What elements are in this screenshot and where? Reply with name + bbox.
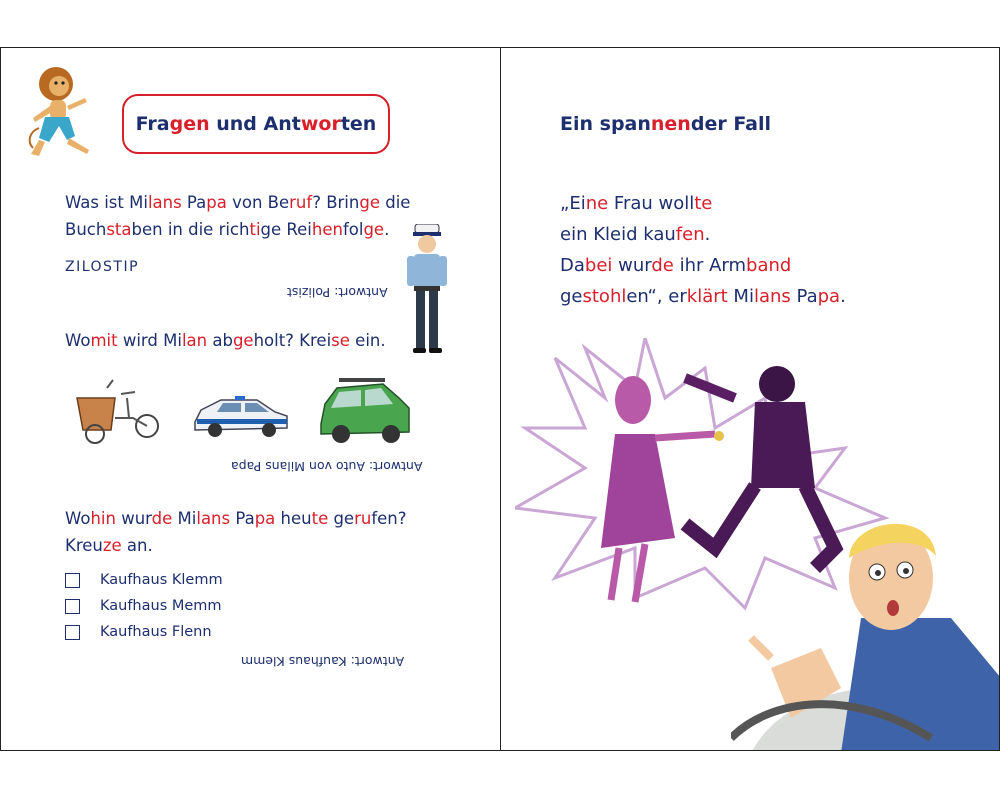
syllable: ten <box>340 113 377 135</box>
section-title <box>136 113 377 135</box>
syllable: lans <box>147 193 182 212</box>
checkbox[interactable] <box>65 625 80 640</box>
right-page <box>500 47 1000 751</box>
syllable: nen <box>650 113 691 135</box>
syllable: und Ant <box>209 113 301 135</box>
scrambled-word: ZILOSTIP <box>65 259 140 275</box>
syllable: . <box>840 286 846 307</box>
syllable: fol <box>342 220 364 239</box>
syllable: Fra <box>135 113 170 135</box>
syllable: sta <box>106 220 132 239</box>
syllable: Frau woll <box>608 193 695 214</box>
section-title-box <box>122 94 390 154</box>
syllable: de <box>151 509 173 528</box>
text-line <box>65 532 407 559</box>
syllable: ge <box>560 286 583 307</box>
text-line <box>65 216 410 243</box>
text-line <box>65 505 407 532</box>
option-label: Kaufhaus Flenn <box>100 624 212 640</box>
syllable: wur <box>115 509 152 528</box>
syllable: bei <box>584 255 613 276</box>
syllable: „Ei <box>560 193 586 214</box>
cargo-bike-icon[interactable] <box>71 378 163 444</box>
left-page <box>0 47 500 751</box>
syllable: mit <box>90 331 118 350</box>
syllable: Was ist Mi <box>65 193 148 212</box>
text-line <box>560 219 846 250</box>
syllable: Pa <box>181 193 207 212</box>
syllable: Kreu <box>65 536 103 555</box>
syllable: Buch <box>65 220 107 239</box>
syllable: ze <box>102 536 122 555</box>
option-kaufhaus-klemm[interactable] <box>65 572 223 588</box>
syllable: ge Rei <box>260 220 312 239</box>
syllable: wor <box>300 113 341 135</box>
syllable: gen <box>169 113 210 135</box>
syllable: te <box>694 193 713 214</box>
syllable: ben in die rich <box>131 220 250 239</box>
syllable: Mi <box>172 509 197 528</box>
policeman-icon <box>403 224 453 356</box>
story-title <box>560 113 771 135</box>
police-car-icon[interactable] <box>191 392 291 442</box>
syllable: Wo <box>65 331 91 350</box>
answer-3-upside-down: Antwort: Kaufhaus Klemm <box>241 654 405 669</box>
book-spread <box>0 47 1000 751</box>
syllable: ge <box>359 193 380 212</box>
syllable: ge <box>232 331 254 350</box>
syllable: hen <box>311 220 343 239</box>
syllable: fen? <box>371 509 407 528</box>
syllable: ruf <box>289 193 313 212</box>
syllable: holt? Krei <box>253 331 332 350</box>
option-label: Kaufhaus Memm <box>100 598 222 614</box>
syllable: von Be <box>226 193 290 212</box>
syllable: ne <box>585 193 609 214</box>
syllable: . <box>704 224 711 245</box>
question-2 <box>65 327 386 354</box>
syllable: se <box>331 331 350 350</box>
option-kaufhaus-flenn[interactable] <box>65 624 212 640</box>
syllable: wur <box>612 255 652 276</box>
syllable: an. <box>121 536 153 555</box>
syllable: der Fall <box>690 113 772 135</box>
lion-mascot-icon <box>23 62 113 162</box>
syllable: ti <box>249 220 261 239</box>
checkbox[interactable] <box>65 573 80 588</box>
syllable: en“, er <box>626 286 687 307</box>
syllable: ab <box>207 331 233 350</box>
question-3 <box>65 505 407 559</box>
syllable: lans <box>196 509 231 528</box>
syllable: Pa <box>790 286 818 307</box>
syllable: heu <box>275 509 312 528</box>
text-line <box>65 189 410 216</box>
option-kaufhaus-memm[interactable] <box>65 598 222 614</box>
syllable: te <box>311 509 329 528</box>
syllable: ge <box>328 509 355 528</box>
syllable: ru <box>354 509 372 528</box>
syllable: klärt <box>686 286 728 307</box>
syllable: ge <box>363 220 385 239</box>
syllable: band <box>746 255 792 276</box>
option-label: Kaufhaus Klemm <box>100 572 223 588</box>
syllable: lans <box>753 286 791 307</box>
syllable: de <box>651 255 674 276</box>
syllable: Mi <box>727 286 754 307</box>
checkbox[interactable] <box>65 599 80 614</box>
syllable: Pa <box>230 509 255 528</box>
green-car-icon[interactable] <box>317 374 413 446</box>
text-line <box>560 188 846 219</box>
syllable: . <box>384 220 390 239</box>
text-line <box>560 281 846 312</box>
answer-1-upside-down: Antwort: Polizist <box>287 285 388 300</box>
text-line <box>560 250 846 281</box>
answer-2-upside-down: Antwort: Auto von Milans Papa <box>231 459 423 474</box>
syllable: ein Kleid kau <box>560 224 676 245</box>
syllable: ein. <box>349 331 386 350</box>
story-text <box>560 188 846 312</box>
syllable: fen <box>675 224 705 245</box>
syllable: pa <box>817 286 841 307</box>
text-line <box>65 327 386 354</box>
syllable: pa <box>254 509 276 528</box>
police-officer-driving-illustration <box>731 498 1000 751</box>
syllable: Da <box>560 255 585 276</box>
syllable: hin <box>90 509 116 528</box>
syllable: ? Brin <box>312 193 360 212</box>
syllable: pa <box>206 193 227 212</box>
syllable: die <box>379 193 411 212</box>
syllable: Ein span <box>560 113 651 135</box>
syllable: wird Mi <box>117 331 182 350</box>
syllable: stohl <box>582 286 627 307</box>
syllable: lan <box>181 331 208 350</box>
syllable: Wo <box>65 509 91 528</box>
question-1 <box>65 189 410 243</box>
syllable: ihr Arm <box>673 255 747 276</box>
